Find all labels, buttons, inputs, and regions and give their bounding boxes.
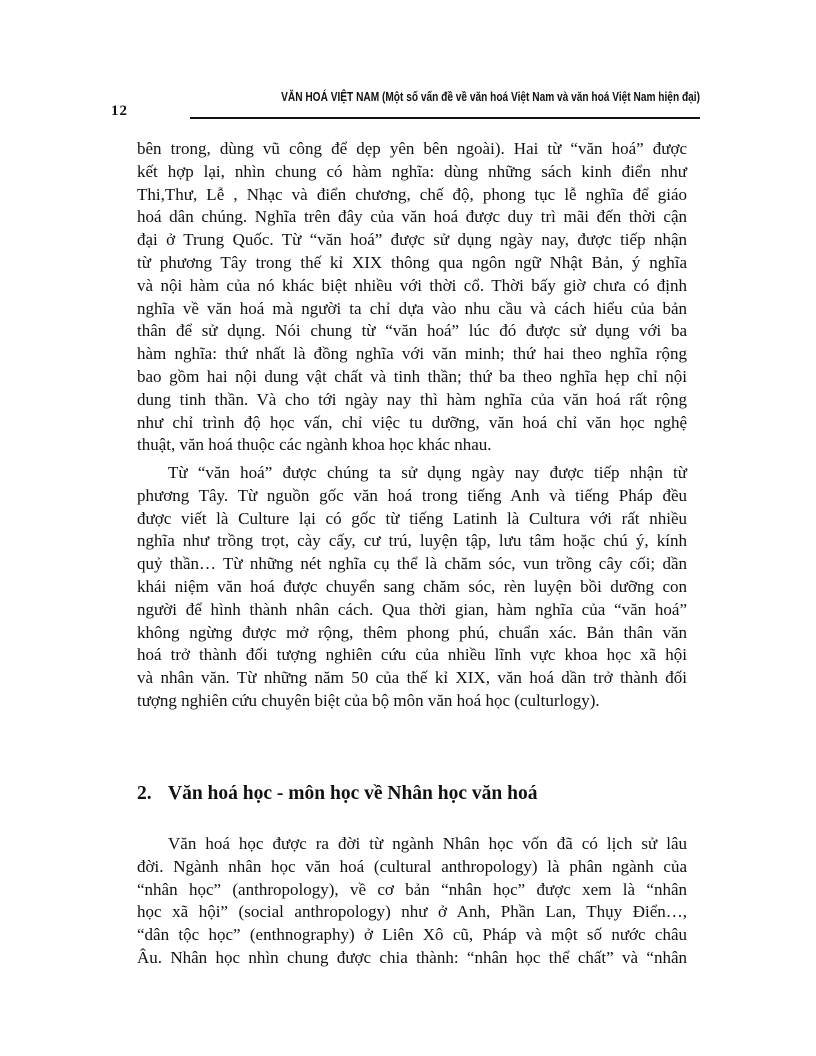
text-line: dung tinh thần. Và cho tới ngày nay thì hàm nghĩa của văn hoá rất rộng bbox=[137, 389, 687, 409]
text-line: người để hình thành nhân cách. Qua thời gian, hàm nghĩa của “văn hoá” bbox=[137, 599, 687, 619]
section-title: Văn hoá học - môn học về Nhân học văn hoá bbox=[168, 783, 538, 804]
text-line: hoá trở thành đối tượng nghiên cứu của nhiều lĩnh vực khoa học xã hội bbox=[137, 645, 687, 665]
text-line: tượng nghiên cứu chuyên biệt của bộ môn văn hoá học (culturlogy). bbox=[137, 690, 600, 710]
text-line: thuật, văn hoá thuộc các ngành khoa học khác nhau. bbox=[137, 435, 492, 455]
section-heading bbox=[137, 782, 537, 806]
text-line: bao gồm hai nội dung vật chất và tinh thần; thứ ba theo nghĩa hẹp chỉ nội bbox=[137, 366, 687, 386]
text-line: và nhân văn. Từ những năm 50 của thế kỉ XIX, văn hoá dần trở thành đối bbox=[137, 668, 687, 688]
text-line: đời. Ngành nhân học văn hoá (cultural anthropology) là phân ngành của bbox=[137, 856, 687, 876]
text-line: nghĩa về văn hoá mà người ta chỉ dựa vào nhu cầu và cách hiểu của bản bbox=[137, 298, 687, 318]
section-number: 2. bbox=[137, 783, 152, 804]
text-line: bên trong, dùng vũ công để dẹp yên bên ngoài). Hai từ “văn hoá” được bbox=[137, 139, 687, 158]
paragraph-1 bbox=[137, 138, 687, 457]
text-line: kết hợp lại, nhìn chung có hàm nghĩa: dùng những sách kinh điển như bbox=[137, 161, 687, 181]
running-header-title: VĂN HOÁ VIỆT NAM (Một số vấn đề về văn hoá Việt Nam và văn hoá Việt Nam hiện đại) bbox=[281, 89, 700, 104]
text-line: phương Tây. Từ nguồn gốc văn hoá trong tiếng Anh và tiếng Pháp đều bbox=[137, 485, 687, 505]
text-line: khái niệm văn hoá được chuyển sang chăm sóc, rèn luyện bồi dưỡng con bbox=[137, 576, 687, 596]
text-line: đại ở Trung Quốc. Từ “văn hoá” được sử dụng ngày nay, được tiếp nhận bbox=[137, 230, 687, 250]
text-line: nghĩa như trồng trọt, cày cấy, cư trú, luyện tập, lưu tâm hoặc chú ý, kính bbox=[137, 531, 687, 551]
paragraph-2 bbox=[137, 462, 687, 713]
text-line: “dân tộc học” (enthnography) ở Liên Xô cũ, Pháp và một số nước châu bbox=[137, 925, 687, 945]
text-line: được viết là Culture lại có gốc từ tiếng Latinh là Cultura với rất nhiều bbox=[137, 508, 687, 528]
text-line: Thi,Thư, Lễ , Nhạc và điển chương, chế độ, phong tục lễ nghĩa để giáo bbox=[137, 184, 687, 204]
text-line: Âu. Nhân học nhìn chung được chia thành: “nhân học thể chất” và “nhân bbox=[137, 947, 687, 967]
text-line: không ngừng được mở rộng, thêm phong phú, chuẩn xác. Bản thân văn bbox=[137, 622, 687, 642]
text-line: Từ “văn hoá” được chúng ta sử dụng ngày nay được tiếp nhận từ bbox=[168, 463, 687, 482]
text-line: “nhân học” (anthropology), về cơ bản “nhân học” được xem là “nhân bbox=[137, 879, 687, 899]
text-line: thân để sử dụng. Nói chung từ “văn hoá” lúc đó được sử dụng với ba bbox=[137, 321, 687, 341]
text-line: hoá dân chúng. Nghĩa trên đây của văn hoá được duy trì mãi đến thời cận bbox=[137, 207, 687, 227]
text-line: học xã hội” (social anthropology) như ở Anh, Phần Lan, Thụy Điển…, bbox=[137, 902, 687, 922]
text-line: như chỉ trình độ học vấn, chỉ việc tu dưỡng, văn hoá chỉ văn học nghệ bbox=[137, 412, 687, 432]
text-line: quỷ thần… Từ những nét nghĩa cụ thể là chăm sóc, vun trồng cây cối; dần bbox=[137, 554, 687, 574]
text-line: hàm nghĩa: thứ nhất là đồng nghĩa với văn minh; thứ hai theo nghĩa rộng bbox=[137, 344, 687, 364]
text-line: Văn hoá học được ra đời từ ngành Nhân học vốn đã có lịch sử lâu bbox=[168, 834, 687, 853]
text-line: và nội hàm của nó khác biệt nhiều với thời cổ. Thời bấy giờ chưa có định bbox=[137, 275, 687, 295]
paragraph-3 bbox=[137, 833, 687, 970]
text-line: từ phương Tây trong thế kỉ XIX thông qua ngôn ngữ Nhật Bản, ý nghĩa bbox=[137, 252, 687, 272]
page-number: 12 bbox=[111, 103, 128, 119]
header-rule bbox=[190, 117, 700, 119]
